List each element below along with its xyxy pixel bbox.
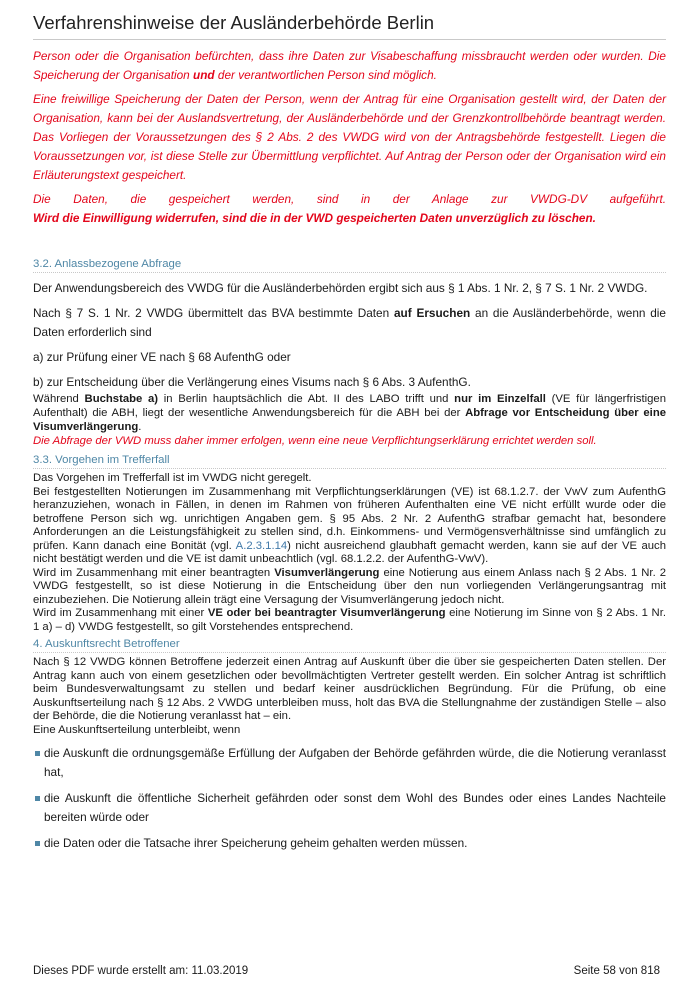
s32-paragraph-3: Während Buchstabe a) in Berlin hauptsächlich die Abt. II des LABO trifft und nur im Einzelfall (VE für längerfristigen Aufenthalt) die ABH, liegt der wesentliche Anwendungsbereich für die ABH bei der Abfrage vor Entscheidung über eine Visumverlängerung. <box>33 393 666 433</box>
intro-paragraph-3: Die Daten, die gespeichert werden, sind in der Anlage zur VWDG-DV aufgeführt. <box>33 192 666 206</box>
s33-paragraph-4: Wird im Zusammenhang mit einer VE oder bei beantragter Visumverlängerung eine Notierung im Sinne von § 2 Abs. 1 Nr. 1 a) – d) VWDG festgestellt, so gilt Vorstehendes entsprechend. <box>33 607 666 633</box>
document-page <box>33 0 666 860</box>
intro-paragraph-3-bold: Wird die Einwilligung widerrufen, sind die in der VWD gespeicherten Daten unverzüglich zu löschen. <box>33 211 596 225</box>
section-heading-3-2: 3.2. Anlassbezogene Abfrage <box>33 258 666 273</box>
s32-red-note: Die Abfrage der VWD muss daher immer erfolgen, wenn eine neue Verpflichtungserklärung errichtet werden soll. <box>33 435 597 447</box>
list-item: die Daten oder die Tatsache ihrer Speicherung geheim gehalten werden müssen. <box>33 834 666 853</box>
reference-link[interactable]: A.2.3.1.14 <box>235 539 288 552</box>
s4-paragraph-2: Eine Auskunftserteilung unterbleibt, wenn <box>33 723 241 736</box>
s4-paragraph-1: Nach § 12 VWDG können Betroffene jederzeit einen Antrag auf Auskunft über die über sie gespeicherten Daten stellen. Der Antrag kann auch von einem gesetzlichen oder bevollmächtigten Vertreter gestellt werden. Ein solcher Antrag ist schriftlich beim Bundesverwaltungsamt zu stellen und bedarf keiner ausdrücklichen Begründung. Für die Prüfung, ob eine Auskunftserteilung nach § 12 Abs. 2 VWDG unterbleiben muss, holt das BVA die Stellungnahme der zuständigen Stelle – also der Behörde, die die Notierung veranlasst hat – ein. <box>33 656 666 722</box>
s32-paragraph-2: Nach § 7 S. 1 Nr. 2 VWDG übermittelt das BVA bestimmte Daten auf Ersuchen an die Ausländerbehörde, wenn die Daten erforderlich sind <box>33 306 666 339</box>
page-footer <box>33 965 660 977</box>
creation-date: Dieses PDF wurde erstellt am: 11.03.2019 <box>33 965 249 977</box>
bullet-square-icon <box>35 796 40 801</box>
bullet-square-icon <box>35 751 40 756</box>
list-item: die Auskunft die ordnungsgemäße Erfüllung der Aufgaben der Behörde gefährden würde, die die Notierung veranlasst hat, <box>33 744 666 782</box>
condition-list <box>33 744 666 853</box>
s32-item-a: a) zur Prüfung einer VE nach § 68 AufenthG oder <box>33 350 291 364</box>
s33-line-1: Das Vorgehen im Trefferfall ist im VWDG nicht geregelt. <box>33 472 312 484</box>
section-heading-3-3: 3.3. Vorgehen im Trefferfall <box>33 454 666 469</box>
s32-item-b: b) zur Entscheidung über die Verlängerung eines Visums nach § 6 Abs. 3 AufenthG. <box>33 375 471 389</box>
intro-paragraph-2: Eine freiwillige Speicherung der Daten der Person, wenn der Antrag für eine Organisation gestellt wird, der Daten der Organisation, kann bei der Auslandsvertretung, der Ausländerbehörde und der Grenzkontrollbehörde beantragt werden. Das Vorliegen der Voraussetzungen des § 2 Abs. 2 des VWDG wird von der Antragsbehörde festgestellt. Liegen die Voraussetzungen vor, ist diese Stelle zur Übermittlung verpflichtet. Auf Antrag der Person oder der Organisation wird ein Erläuterungstext gespeichert. <box>33 92 666 182</box>
s33-paragraph-2: Bei festgestellten Notierungen im Zusammenhang mit Verpflichtungserklärungen (VE) ist 68.1.2.7. der VwV zum AufenthG heranzuziehen, wonach in Fällen, in denen im Rahmen von früheren Aufenthalten eine VE nicht erfüllt wurde oder die betroffene Person sich wg. unrichtigen Angaben gem. § 95 Abs. 2 Nr. 2 AufenthG strafbar gemacht hat, besondere Anforderungen an die Leistungsfähigkeit zu stellen sind, d.h. Einkommens- und Vermögensverhältnisse sind umfänglich zu prüfen. Kann danach eine Bonität (vgl. A.2.3.1.14) nicht ausreichend glaubhaft gemacht werden, kann sie auf der VE auch nicht bestätigt werden und die VE ist damit unbeachtlich (vgl. 68.1.2.2. der AufenthG-VwV). <box>33 485 666 565</box>
intro-paragraph-1: Person oder die Organisation befürchten, dass ihre Daten zur Visabeschaffung missbraucht werden oder wurden. Die Speicherung der Organisation und der verantwortlichen Person sind möglich. <box>33 49 666 82</box>
bullet-square-icon <box>35 841 40 846</box>
s32-paragraph-1: Der Anwendungsbereich des VWDG für die Ausländerbehörden ergibt sich aus § 1 Abs. 1 Nr. 2, § 7 S. 1 Nr. 2 VWDG. <box>33 281 648 295</box>
page-number: Seite 58 von 818 <box>573 965 660 977</box>
section-heading-4: 4. Auskunftsrecht Betroffener <box>33 638 666 653</box>
s33-paragraph-3: Wird im Zusammenhang mit einer beantragten Visumverlängerung eine Notierung aus einem Anlass nach § 2 Abs. 1 Nr. 2 VWDG festgestellt, so ist diese Notierung in die Entscheidung über den nun vorliegenden Verlängerungsantrag mit einzubeziehen. Die Notierung allein trägt eine Versagung der Visumverlängerung jedoch nicht. <box>33 566 666 606</box>
list-item: die Auskunft die öffentliche Sicherheit gefährden oder sonst dem Wohl des Bundes oder eines Landes Nachteile bereiten würde oder <box>33 789 666 827</box>
page-title: Verfahrenshinweise der Ausländerbehörde Berlin <box>33 12 666 40</box>
